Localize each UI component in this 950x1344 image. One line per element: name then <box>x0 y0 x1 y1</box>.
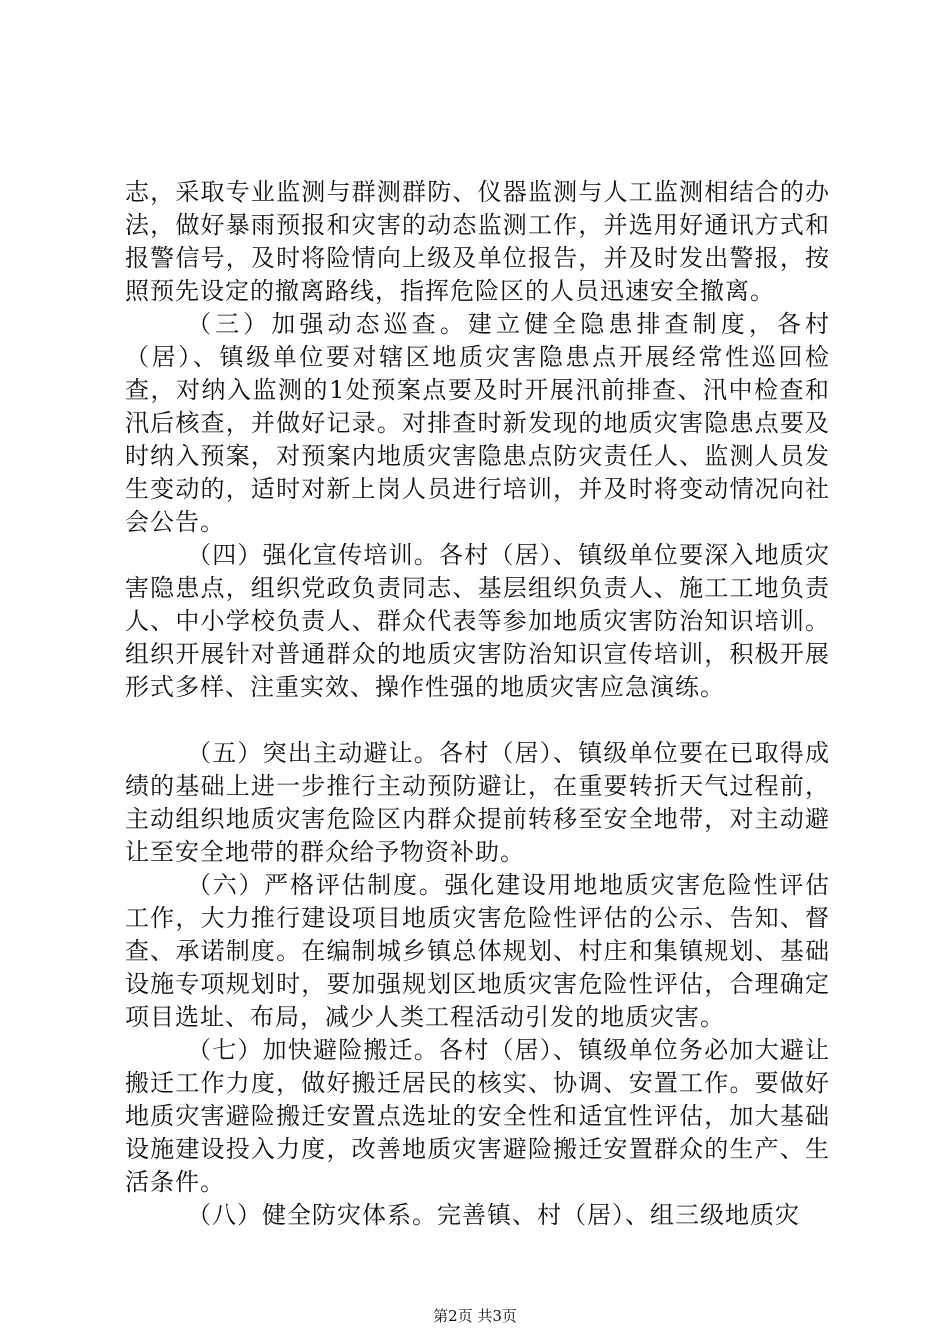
page-number-label: 第2页 共3页 <box>433 1307 517 1325</box>
paragraph-section-5: （五）突出主动避让。各村（居）、镇级单位要在已取得成绩的基础上进一步推行主动预防避让，在重要转折天气过程前，主动组织地质灾害危险区内群众提前转移至安全地带，对主动避让至安全地带的群众给予物资补助。 <box>125 739 830 866</box>
paragraph-section-8: （八）健全防灾体系。完善镇、村（居）、组三级地质灾 <box>187 1201 800 1229</box>
paragraph-section-4: （四）强化宣传培训。各村（居）、镇级单位要深入地质灾害隐患点，组织党政负责同志、基层组织负责人、施工工地负责人、中小学校负责人、群众代表等参加地质灾害防治知识培训。组织开展针对普通群众的地质灾害防治知识宣传培训，积极开展形式多样、注重实效、操作性强的地质灾害应急演练。 <box>125 541 830 701</box>
paragraph-section-6: （六）严格评估制度。强化建设用地地质灾害危险性评估工作，大力推行建设项目地质灾害危险性评估的公示、告知、督查、承诺制度。在编制城乡镇总体规划、村庄和集镇规划、基础设施专项规划时，要加强规划区地质灾害危险性评估，合理确定项目选址、布局，减少人类工程活动引发的地质灾害。 <box>125 871 830 1031</box>
document-body <box>125 176 830 1232</box>
paragraph-section-3: （三）加强动态巡查。建立健全隐患排查制度，各村（居）、镇级单位要对辖区地质灾害隐患点开展经常性巡回检查，对纳入监测的1处预案点要及时开展汛前排查、汛中检查和汛后核查，并做好记录。对排查时新发现的地质灾害隐患点要及时纳入预案，对预案内地质灾害隐患点防灾责任人、监测人员发生变动的，适时对新上岗人员进行培训，并及时将变动情况向社会公告。 <box>125 310 830 536</box>
paragraph-section-7: （七）加快避险搬迁。各村（居）、镇级单位务必加大避让搬迁工作力度，做好搬迁居民的核实、协调、安置工作。要做好地质灾害避险搬迁安置点选址的安全性和适宜性评估，加大基础设施建设投入力度，改善地质灾害避险搬迁安置群众的生产、生活条件。 <box>125 1036 830 1196</box>
page-footer <box>0 1306 950 1326</box>
paragraph-continuation: 志，采取专业监测与群测群防、仪器监测与人工监测相结合的办法，做好暴雨预报和灾害的动态监测工作，并选用好通讯方式和报警信号，及时将险情向上级及单位报告，并及时发出警报，按照预先设定的撤离路线，指挥危险区的人员迅速安全撤离。 <box>125 178 830 305</box>
